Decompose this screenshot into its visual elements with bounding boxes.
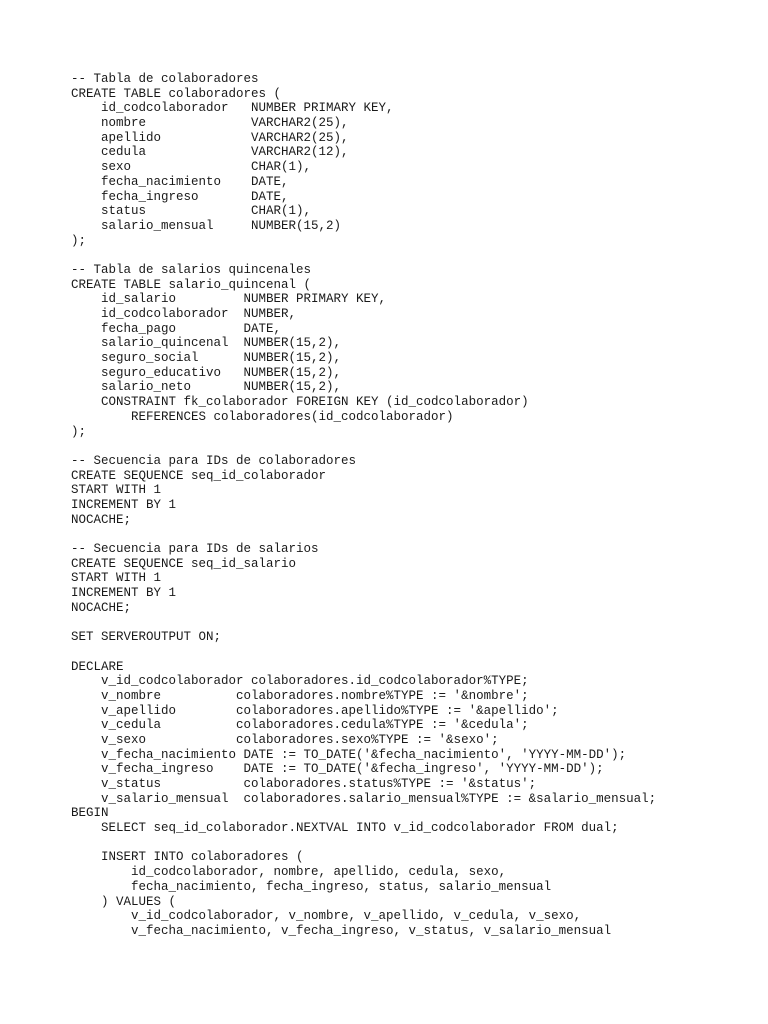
code-line: START WITH 1 xyxy=(71,571,162,586)
code-line xyxy=(71,439,656,454)
code-line: id_salario NUMBER PRIMARY KEY, xyxy=(71,292,387,307)
code-line: apellido VARCHAR2(25), xyxy=(71,130,349,145)
code-line: status CHAR(1), xyxy=(71,204,312,219)
code-line: v_cedula colaboradores.cedula%TYPE := '&cedula'; xyxy=(71,718,529,733)
code-line xyxy=(71,836,656,851)
code-line: id_codcolaborador NUMBER PRIMARY KEY, xyxy=(71,101,394,116)
code-line: sexo CHAR(1), xyxy=(71,160,312,175)
code-line: CREATE SEQUENCE seq_id_salario xyxy=(71,556,297,571)
code-line: START WITH 1 xyxy=(71,483,162,498)
code-line: id_codcolaborador NUMBER, xyxy=(71,307,297,321)
code-line: v_sexo colaboradores.sexo%TYPE := '&sexo'; xyxy=(71,732,499,747)
code-line: v_fecha_ingreso DATE := TO_DATE('&fecha_ingreso', 'YYYY-MM-DD'); xyxy=(71,762,604,777)
code-line: v_status colaboradores.status%TYPE := '&status'; xyxy=(71,777,537,791)
code-line: -- Tabla de salarios quincenales xyxy=(71,262,312,277)
code-line: INSERT INTO colaboradores ( xyxy=(71,850,304,865)
code-line: ); xyxy=(71,424,87,439)
code-line: REFERENCES colaboradores(id_codcolaborador) xyxy=(71,409,454,424)
code-line: BEGIN xyxy=(71,806,109,821)
code-line: salario_quincenal NUMBER(15,2), xyxy=(71,336,342,351)
code-line: fecha_nacimiento DATE, xyxy=(71,174,289,189)
code-line: v_nombre colaboradores.nombre%TYPE := '&nombre'; xyxy=(71,688,529,703)
code-line: salario_neto NUMBER(15,2), xyxy=(71,380,342,395)
code-line: id_codcolaborador, nombre, apellido, cedula, sexo, xyxy=(71,865,507,880)
code-line: -- Secuencia para IDs de colaboradores xyxy=(71,453,357,468)
code-line: INCREMENT BY 1 xyxy=(71,586,177,601)
code-line: ); xyxy=(71,233,87,248)
code-line: fecha_ingreso DATE, xyxy=(71,189,289,204)
code-line: CONSTRAINT fk_colaborador FOREIGN KEY (id_codcolaborador) xyxy=(71,395,529,410)
code-line: v_apellido colaboradores.apellido%TYPE := '&apellido'; xyxy=(71,703,559,718)
code-line: fecha_pago DATE, xyxy=(71,321,282,336)
code-line: fecha_nacimiento, fecha_ingreso, status, salario_mensual xyxy=(71,879,552,894)
code-line: v_salario_mensual colaboradores.salario_mensual%TYPE := &salario_mensual; xyxy=(71,791,657,806)
code-line: DECLARE xyxy=(71,659,124,674)
code-line: NOCACHE; xyxy=(71,600,132,615)
sql-code-block xyxy=(71,72,656,939)
code-line: salario_mensual NUMBER(15,2) xyxy=(71,218,342,233)
code-line: CREATE TABLE salario_quincenal ( xyxy=(71,277,312,292)
code-line xyxy=(71,645,656,660)
code-line: SET SERVEROUTPUT ON; xyxy=(71,630,222,645)
code-line xyxy=(71,615,656,630)
code-line: v_id_codcolaborador colaboradores.id_codcolaborador%TYPE; xyxy=(71,674,529,689)
code-line: INCREMENT BY 1 xyxy=(71,497,177,512)
code-line: nombre VARCHAR2(25), xyxy=(71,116,349,131)
code-line: v_id_codcolaborador, v_nombre, v_apellido, v_cedula, v_sexo, xyxy=(71,909,582,924)
code-line xyxy=(71,527,656,542)
code-line: -- Secuencia para IDs de salarios xyxy=(71,542,319,556)
code-line: v_fecha_nacimiento, v_fecha_ingreso, v_status, v_salario_mensual xyxy=(71,923,612,938)
code-line: seguro_educativo NUMBER(15,2), xyxy=(71,365,342,380)
code-line: ) VALUES ( xyxy=(71,894,177,909)
code-line: v_fecha_nacimiento DATE := TO_DATE('&fecha_nacimiento', 'YYYY-MM-DD'); xyxy=(71,747,627,762)
code-line xyxy=(71,248,656,263)
code-line: SELECT seq_id_colaborador.NEXTVAL INTO v_id_codcolaborador FROM dual; xyxy=(71,821,619,836)
code-line: NOCACHE; xyxy=(71,512,132,527)
code-line: -- Tabla de colaboradores xyxy=(71,72,259,86)
code-line: cedula VARCHAR2(12), xyxy=(71,145,349,160)
code-line: seguro_social NUMBER(15,2), xyxy=(71,351,342,366)
code-line: CREATE SEQUENCE seq_id_colaborador xyxy=(71,468,327,483)
code-line: CREATE TABLE colaboradores ( xyxy=(71,86,282,101)
